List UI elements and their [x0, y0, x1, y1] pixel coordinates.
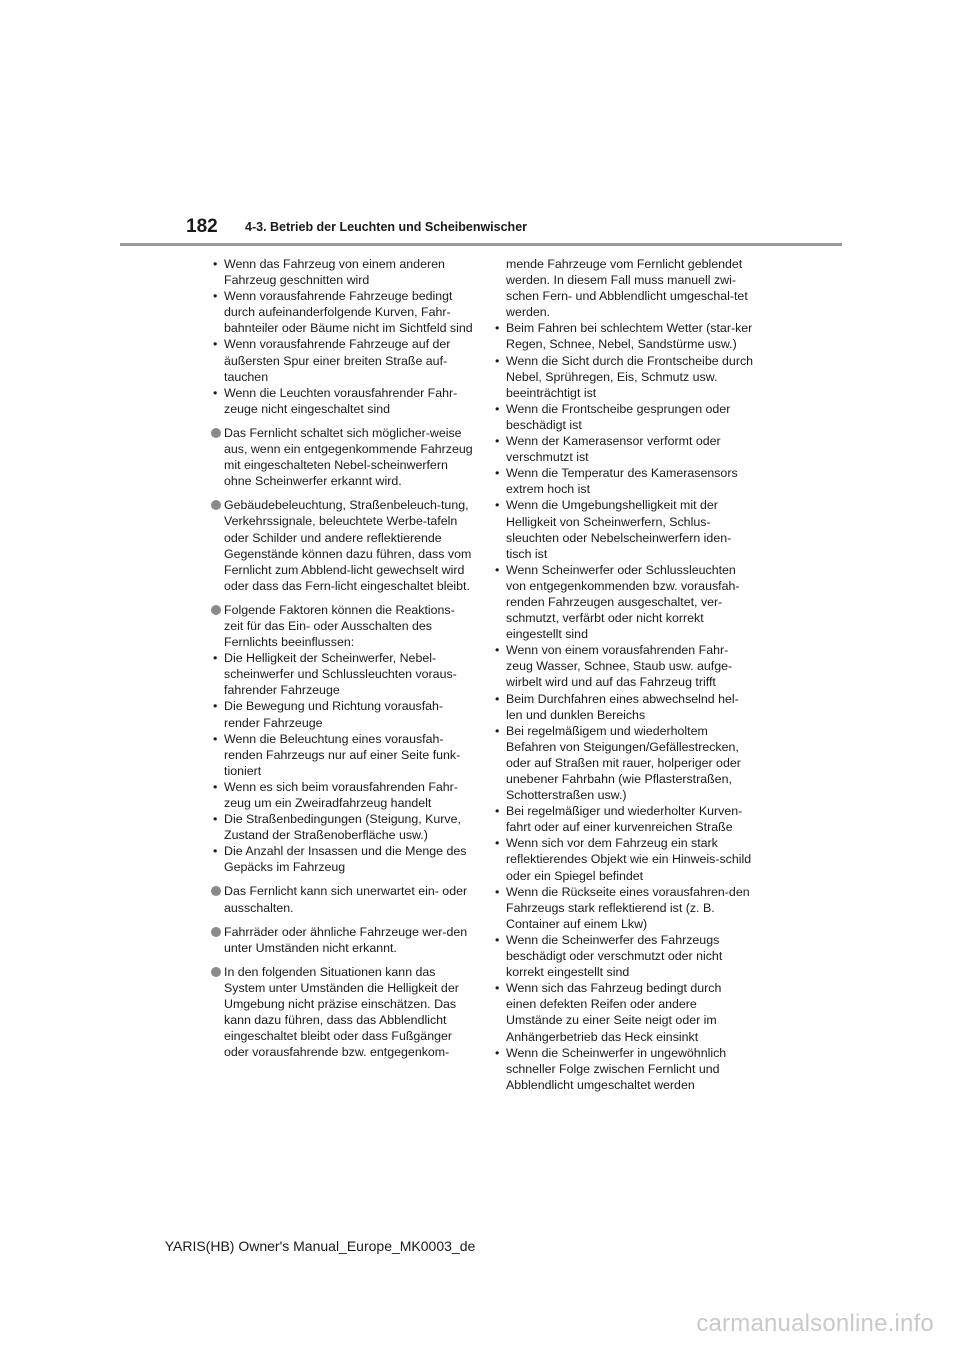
list-item: • Wenn das Fahrzeug von einem anderen Fahrzeug geschnitten wird: [213, 257, 445, 288]
note-block: [211, 924, 473, 956]
circle-bullet-icon: [211, 605, 221, 615]
note-text: In den folgenden Situationen kann das System unter Umständen die Helligkeit der Umgebung nicht präzise einschätzen. Das kann dazu führen, dass das Abblendlicht eingeschaltet bleibt oder dass Fußgänger oder vorausfahrende bzw. entgegenkom-: [224, 964, 459, 1060]
situation-bullet-list: [493, 320, 755, 1093]
circle-bullet-icon: [211, 927, 221, 937]
list-item: • Die Bewegung und Richtung vorausfah-render Fahrzeuge: [213, 699, 444, 730]
list-item: • Die Helligkeit der Scheinwerfer, Nebel-scheinwerfer und Schlussleuchten voraus-fahrender Fahrzeuge: [213, 651, 457, 698]
list-item: • Wenn die Sicht durch die Frontscheibe durch Nebel, Sprühregen, Eis, Schmutz usw. beeinträchtigt ist: [495, 353, 754, 400]
note-text: Fahrräder oder ähnliche Fahrzeuge wer-den unter Umständen nicht erkannt.: [224, 924, 468, 955]
note-block: [211, 964, 473, 1061]
list-item: • Wenn vorausfahrende Fahrzeuge auf der äußersten Spur einer breiten Straße auf-tauchen: [213, 337, 451, 384]
note-text: Folgende Faktoren können die Reaktions-zeit für das Ein- oder Ausschalten des Fernlichts beeinflussen:: [224, 602, 455, 650]
list-item: • Wenn von einem vorausfahrenden Fahr-zeug Wasser, Schnee, Staub usw. aufge-wirbelt wird und auf das Fahrzeug trifft: [495, 643, 733, 690]
list-item: • Wenn die Umgebungshelligkeit mit der Helligkeit von Scheinwerfern, Schlus-sleuchten oder Nebelscheinwerfern iden-tisch ist: [495, 498, 732, 561]
note-text: Das Fernlicht kann sich unerwartet ein- oder ausschalten.: [224, 884, 468, 915]
note-text: Das Fernlicht schaltet sich möglicher-weise aus, wenn ein entgegenkommende Fahrzeug mit eingeschalteten Nebel-scheinwerfern ohne Scheinwerfer erkannt wird.: [224, 425, 473, 489]
list-item: • Wenn die Temperatur des Kamerasensors extrem hoch ist: [495, 466, 738, 497]
note-block: [211, 602, 473, 876]
intro-bullet-list: [211, 256, 473, 417]
list-item: • Wenn der Kamerasensor verformt oder verschmutzt ist: [495, 434, 721, 465]
note-block: [211, 425, 473, 489]
list-item: • Wenn die Scheinwerfer in ungewöhnlich schneller Folge zwischen Fernlicht und Abblendlicht umgeschaltet werden: [495, 1045, 727, 1092]
list-item: • Die Straßenbedingungen (Steigung, Kurve, Zustand der Straßenoberfläche usw.): [213, 812, 461, 843]
list-item: • Wenn sich das Fahrzeug bedingt durch einen defekten Reifen oder andere Umstände zu einer Seite neigt oder im Anhängerbetrieb das Heck einsinkt: [495, 981, 722, 1044]
factor-bullet-list: [211, 650, 473, 875]
list-item: • Wenn die Beleuchtung eines vorausfah-renden Fahrzeugs nur auf einer Seite funk-tioniert: [213, 731, 461, 778]
note-block: [211, 883, 473, 915]
watermark-logo: carmanualsonline.info: [696, 1310, 934, 1337]
continuation-text: mende Fahrzeuge vom Fernlicht geblendet werden. In diesem Fall muss manuell zwi-schen Fern- und Abblendlicht umgeschal-tet werden.: [506, 257, 748, 320]
list-item: • Wenn vorausfahrende Fahrzeuge bedingt durch aufeinanderfolgende Kurven, Fahr-bahnteiler oder Bäume nicht im Sichtfeld sind: [213, 289, 473, 336]
list-item: • Wenn die Frontscheibe gesprungen oder beschädigt ist: [495, 401, 731, 432]
section-title: 4-3. Betrieb der Leuchten und Scheibenwischer: [245, 220, 528, 234]
circle-bullet-icon: [211, 428, 221, 438]
list-item: • Beim Durchfahren eines abwechselnd hel-len und dunklen Bereichs: [495, 691, 739, 722]
note-block: [211, 497, 473, 594]
circle-bullet-icon: [211, 886, 221, 896]
list-item: • Wenn es sich beim vorausfahrenden Fahr-zeug um ein Zweiradfahrzeug handelt: [213, 779, 458, 810]
list-item: • Wenn Scheinwerfer oder Schlussleuchten von entgegenkommenden bzw. vorausfah-renden Fahrzeugen ausgeschaltet, ver-schmutzt, verfärbt oder nicht korrekt eingestellt sind: [495, 562, 740, 642]
right-column: [493, 256, 755, 1093]
list-item: • Bei regelmäßiger und wiederholter Kurven-fahrt oder auf einer kurvenreichen Straße: [495, 804, 743, 835]
list-item: • Wenn die Rückseite eines vorausfahren-den Fahrzeugs stark reflektierend ist (z. B. Container auf einem Lkw): [495, 884, 750, 931]
list-item: • Bei regelmäßigem und wiederholtem Befahren von Steigungen/Gefällestrecken, oder auf Straßen mit rauer, holperiger oder unebener Fahrbahn (wie Pflasterstraßen, Schotterstraßen usw.): [495, 723, 741, 803]
circle-bullet-icon: [211, 967, 221, 977]
header-divider: [120, 243, 842, 246]
list-item: • Wenn die Scheinwerfer des Fahrzeugs beschädigt oder verschmutzt oder nicht korrekt eingestellt sind: [495, 932, 723, 980]
note-text: Gebäudebeleuchtung, Straßenbeleuch-tung, Verkehrssignale, beleuchtete Werbe-tafeln oder Schilder und andere reflektierende Gegenstände können dazu führen, dass vom Fernlicht zum Abblend-licht gewechselt wird oder dass das Fern-licht eingeschaltet bleibt.: [224, 498, 472, 593]
list-item: • Wenn die Leuchten vorausfahrender Fahr-zeuge nicht eingeschaltet sind: [213, 385, 458, 416]
list-item: • Die Anzahl der Insassen und die Menge des Gepäcks im Fahrzeug: [213, 844, 467, 875]
circle-bullet-icon: [211, 500, 221, 510]
footer-manual-id: YARIS(HB) Owner's Manual_Europe_MK0003_de: [164, 1238, 476, 1254]
page-number: 182: [186, 216, 218, 237]
list-item: • Beim Fahren bei schlechtem Wetter (star-ker Regen, Schnee, Nebel, Sandstürme usw.): [495, 321, 753, 352]
list-item: • Wenn sich vor dem Fahrzeug ein stark reflektierendes Objekt wie ein Hinweis-schild oder ein Spiegel befindet: [495, 836, 752, 883]
left-column: [211, 256, 473, 1060]
